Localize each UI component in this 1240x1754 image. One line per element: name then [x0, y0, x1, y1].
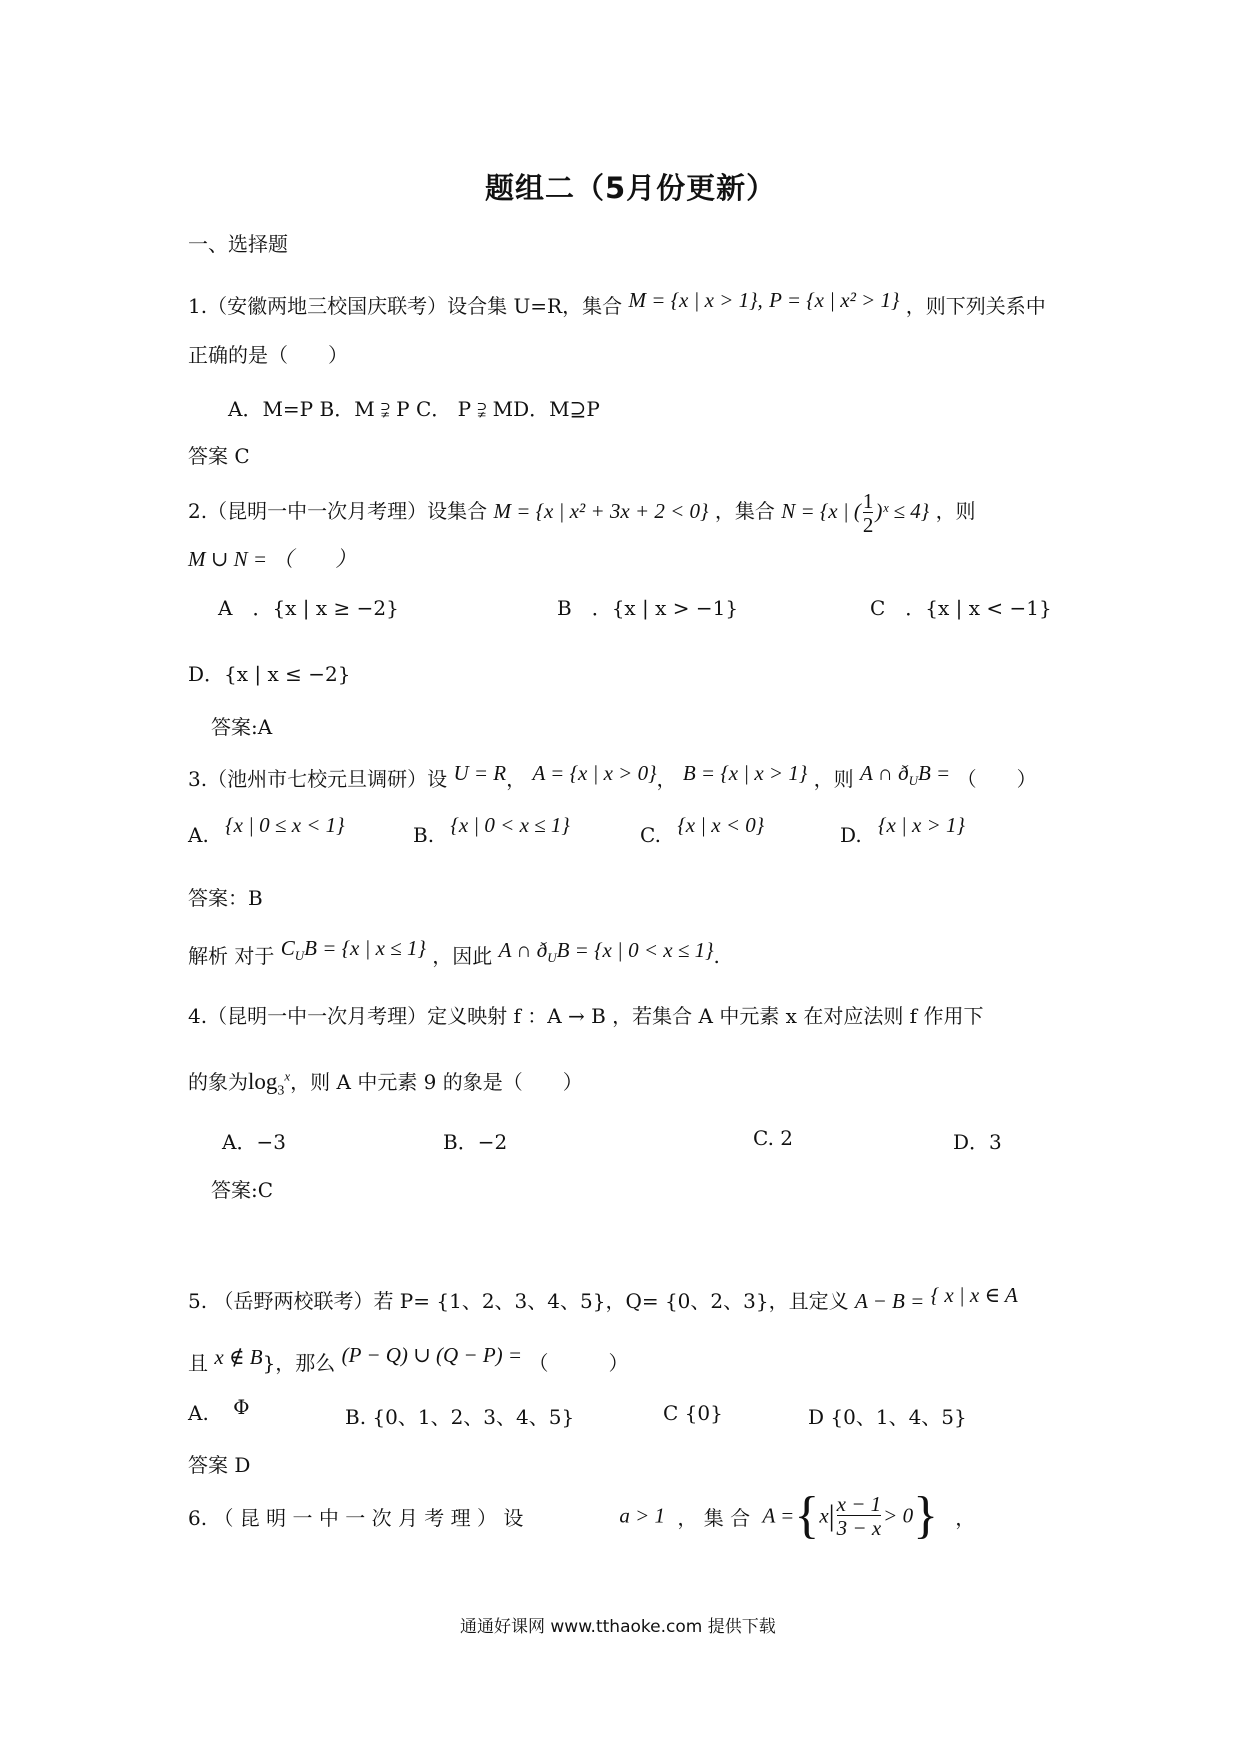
option-a-set: {x | 0 ≤ x < 1}: [225, 813, 345, 837]
set-var: x: [819, 1503, 829, 1528]
set-n-right: )ˣ ≤ 4}: [875, 498, 930, 523]
question-5-option-c: C {0}: [663, 1401, 723, 1425]
q6-denominator: 3 − x: [836, 1516, 882, 1540]
complement-c-sub: U: [294, 948, 305, 964]
set-difference-set: { x | x ∈ A: [930, 1283, 1018, 1307]
question-2-line-2: M ∪ N = （ ）: [188, 547, 357, 571]
question-4-prefix: 的象为: [188, 1070, 248, 1094]
complement-expr-tail: B =: [917, 761, 951, 785]
question-5-line-2-prefix: 且: [188, 1351, 208, 1375]
question-3-option-d: [840, 813, 965, 848]
question-4-option-c: C. 2: [753, 1126, 794, 1150]
log-word: log: [248, 1069, 278, 1094]
log-base: 3: [277, 1083, 285, 1099]
right-brace: }: [913, 1487, 939, 1544]
set-p: P = {x | x² > 1}: [769, 288, 900, 312]
option-c-label: C.: [640, 823, 661, 847]
question-4-line-1: 4.（昆明一中一次月考理）定义映射 f ：A → B ，若集合 A 中元素 x 在对应法则 f 作用下: [188, 1004, 984, 1028]
question-4-line-2: [188, 1066, 583, 1100]
question-3-option-b: [413, 813, 570, 848]
question-4-option-b: B．−2: [443, 1130, 508, 1154]
question-2-text-tail: ，则: [935, 498, 976, 523]
option-d-label: D.: [840, 823, 862, 847]
question-2-answer: 答案:A: [211, 715, 273, 739]
log-expression: [248, 1068, 291, 1099]
result-expr: A ∩ ð: [498, 938, 548, 962]
complement-c: C: [280, 936, 295, 960]
universal-set: U = R: [453, 761, 507, 785]
option-b-set: {x | 0 < x ≤ 1}: [450, 813, 570, 837]
question-2-line-1: [188, 490, 976, 536]
question-3-text: 3.（池州市七校元旦调研）设: [188, 767, 448, 791]
symmetric-difference: (P − Q) ∪ (Q − P) =: [341, 1343, 523, 1367]
question-2-option-a: A ．{x | x ≥ −2}: [218, 596, 399, 620]
question-3-option-a: [188, 813, 345, 848]
question-1-text-tail: ，则下列关系中: [905, 294, 1046, 318]
question-4-option-a: A．−3: [222, 1130, 286, 1154]
question-6-text: 6. （ 昆 明 一 中 一 次 月 考 理 ） 设: [188, 1505, 524, 1530]
question-6-mid: ， 集 合: [677, 1505, 751, 1530]
question-1-text: 1.（安徽两地三校国庆联考）设合集 U=R，集合: [188, 294, 623, 318]
fraction-x: [837, 1493, 882, 1539]
question-5-line-2: [188, 1343, 629, 1376]
set-m-2: M = {x | x² + 3x + 2 < 0}: [493, 498, 709, 523]
left-brace: {: [794, 1487, 820, 1544]
question-4-answer: 答案:C: [211, 1178, 274, 1202]
section-heading: 一、选择题: [188, 232, 288, 256]
question-2-text: 2.（昆明一中一次月考理）设集合: [188, 498, 488, 523]
result-tail: B = {x | 0 < x ≤ 1}: [556, 938, 714, 962]
bar: |: [828, 1499, 835, 1532]
question-5-line-1: [188, 1285, 1018, 1314]
set-a-def: [762, 1487, 943, 1544]
set-a: A = {x | x > 0}: [532, 761, 657, 785]
question-2-option-d: D．{x | x ≤ −2}: [188, 662, 351, 686]
complement-expression: [859, 761, 951, 789]
question-5-option-a: [188, 1395, 250, 1425]
not-in-b: x ∉ B: [214, 1345, 263, 1369]
set-a-left: A =: [762, 1503, 795, 1528]
question-3-answer: 答案：B: [188, 886, 263, 910]
question-5-text: 5. （岳野两校联考）若 P= {1、2、3、4、5}，Q= {0、2、3}，且定义: [188, 1289, 849, 1313]
set-m: M = {x | x > 1},: [628, 288, 763, 312]
question-5-paren: （ ）: [528, 1351, 629, 1375]
q6-numerator: x − 1: [836, 1491, 882, 1516]
explanation-result: [498, 938, 714, 966]
empty-set: Φ: [233, 1395, 250, 1419]
question-2-text-mid: ，集合: [714, 498, 775, 523]
question-4-option-d: D．3: [953, 1130, 1002, 1154]
complement-expr: A ∩ ð: [859, 761, 909, 785]
set-b: B = {x | x > 1}: [682, 761, 808, 785]
explanation-label: 解析 对于: [188, 944, 275, 968]
complement-sub: U: [908, 773, 918, 789]
question-3-line-1: 3.（池州市七校元旦调研）设 U = R， A = {x | x > 0}， B = {x | x > 1} ，则 A ∩ $ð_UB$ = （ ）: [188, 761, 1037, 791]
question-3-explanation: [188, 936, 720, 972]
fraction-one-half: [863, 490, 874, 536]
set-n: [781, 489, 930, 538]
q5-option-a-label: A.: [188, 1401, 209, 1425]
question-1-line-1: [188, 290, 1046, 319]
set-difference-def: A − B =: [854, 1289, 925, 1313]
question-3-text-ze: ，则: [813, 767, 854, 791]
set-n-left: N = {x | (: [781, 498, 861, 523]
fraction-denominator: 2: [862, 513, 874, 538]
condition-a: a > 1: [619, 1503, 666, 1528]
option-d-set: {x | x > 1}: [878, 813, 965, 837]
question-6-tail: ，: [955, 1505, 976, 1530]
question-4-tail: ，则 A 中元素 9 的象是（ ）: [290, 1070, 583, 1094]
question-2-option-c: C ．{x | x < −1}: [870, 596, 1052, 620]
question-5-option-d: D {0、1、4、5}: [808, 1405, 967, 1429]
page-title: 题组二（5月份更新）: [485, 171, 777, 205]
question-1-answer: 答案 C: [188, 444, 250, 468]
question-6-line-1: [188, 1487, 1058, 1544]
question-1-line-2: 正确的是（ ）: [188, 343, 348, 367]
result-sub: U: [547, 950, 557, 966]
complement-c-tail: B = {x | x ≤ 1}: [304, 936, 426, 960]
question-1-options: A．M=P B．M ⫌ P C． P ⫌ MD．M⊇P: [228, 397, 600, 421]
fraction-numerator: 1: [862, 489, 874, 513]
log-arg: x: [284, 1068, 291, 1084]
complement-of-b: [280, 936, 426, 964]
question-3-paren: （ ）: [956, 767, 1037, 791]
option-c-set: {x | x < 0}: [677, 813, 765, 837]
option-a-label: A.: [188, 823, 209, 847]
question-5-option-b: B. {0、1、2、3、4、5}: [345, 1405, 575, 1429]
question-5-line-2-mid: }，那么: [262, 1351, 336, 1375]
question-2-option-b: B ．{x | x > −1}: [557, 596, 739, 620]
page-footer: 通通好课网 www.tthaoke.com 提供下载: [460, 1617, 776, 1637]
gt-zero: > 0: [883, 1503, 914, 1528]
question-5-answer: 答案 D: [188, 1453, 251, 1477]
question-3-option-c: [640, 813, 765, 848]
explanation-end: .: [713, 944, 720, 968]
explanation-yinci: ，因此: [432, 944, 493, 968]
option-b-label: B.: [413, 823, 435, 847]
